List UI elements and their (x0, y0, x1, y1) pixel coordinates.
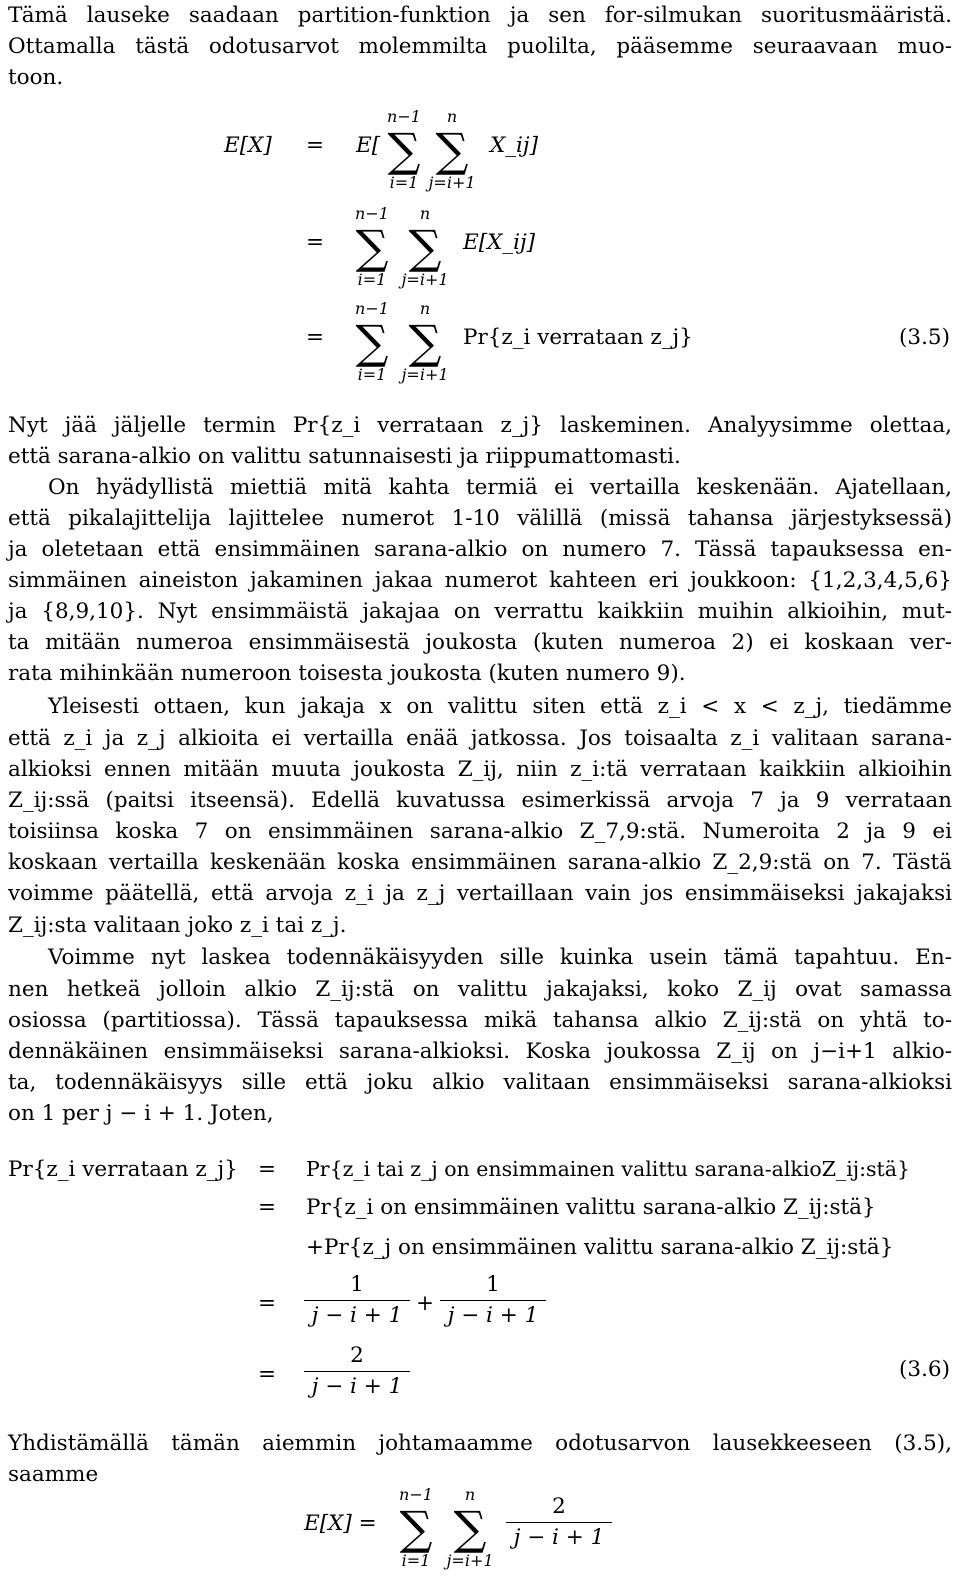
sum-inner-2: n ∑ j=i+1 (401, 204, 449, 289)
para2-line-3: ja oletetaan että ensimmäinen sarana-alkio on numero 7. Tässä tapauksessa en- (8, 537, 952, 562)
para2-line-1: On hyädyllistä miettiä mitä kahta termiä ei vertailla keskenään. Ajatellaan, (48, 475, 952, 500)
final-fraction: 2 j − i + 1 (506, 1492, 612, 1553)
eq35-number: (3.5) (899, 325, 950, 350)
para5-line-1: Yhdistämällä tämän aiemmin johtamaamme odotusarvon lausekkeeseen (3.5), (8, 1431, 952, 1456)
intro-line-1: Tämä lauseke saadaan partition-funktion ja sen for-silmukan suoritusmääristä. (8, 3, 952, 28)
para4-line-4: dennäkäinen ensimmäiseksi sarana-alkioksi. Koska joukossa Z_ij on j−i+1 alkio- (8, 1039, 952, 1064)
sum-outer-final: n−1 ∑ i=1 (399, 1485, 433, 1570)
eq36-number: (3.6) (899, 1357, 950, 1382)
para2-line-7: rata mihinkään numeroon toisesta joukosta (kuten numero 9). (8, 661, 686, 686)
para3-line-4: Z_ij:ssä (paitsi itseensä). Edellä kuvatussa esimerkissä arvoja 7 ja 9 verrataan (8, 788, 952, 813)
para4-line-6: on 1 per j − i + 1. Joten, (8, 1101, 274, 1126)
eq36-eq-3: = (258, 1291, 277, 1316)
para2-line-6: ta mitään numeroa ensimmäisestä joukosta (kuten numeroa 2) ei koskaan ver- (8, 630, 952, 655)
final-lhs: E[X] = (304, 1511, 377, 1536)
intro-line-2: Ottamalla tästä odotusarvot molemmilta puolilta, pääsemme seuraavaan muo- (8, 34, 952, 59)
para3-line-7: voimme päätellä, että arvoja z_i ja z_j vertaillaan vain jos ensimmäiseksi jakajaksi (8, 881, 952, 906)
para4-line-3: osiossa (partitiossa). Tässä tapauksessa mikä tahansa alkio Z_ij:stä on yhtä to- (8, 1008, 952, 1033)
eq35-term-2: E[X_ij] (463, 230, 536, 255)
eq36-fraction-2: 1 j − i + 1 (440, 1270, 546, 1331)
eq35-term-1: X_ij] (490, 133, 538, 158)
sum-inner-3: n ∑ j=i+1 (401, 299, 449, 384)
eq35-lhs: E[X] (224, 133, 272, 158)
eq35-term-3: Pr{z_i verrataan z_j} (463, 325, 693, 350)
sum-inner-final: n ∑ j=i+1 (446, 1485, 494, 1570)
para2-line-5: ja {8,9,10}. Nyt ensimmäistä jakajaa on verrattu kaikkiin muihin alkioihin, mut- (8, 599, 952, 624)
eq36-row-2: Pr{z_i on ensimmäinen valittu sarana-alkio Z_ij:stä} (306, 1195, 876, 1220)
eq35-open: E[ (356, 133, 381, 158)
sum-outer-3: n−1 ∑ i=1 (355, 299, 389, 384)
para5-line-2: saamme (8, 1462, 99, 1487)
eq36-eq-2: = (258, 1195, 277, 1220)
sum-inner-1: n ∑ j=i+1 (428, 107, 476, 192)
para4-line-2: nen hetkeä jolloin alkio Z_ij:stä on valittu jakajaksi, koko Z_ij ovat samassa (8, 977, 952, 1002)
para4-line-1: Voimme nyt laskea todennäkäisyyden sille kuinka usein tämä tapahtuu. En- (48, 945, 952, 970)
para3-line-1: Yleisesti ottaen, kun jakaja x on valittu siten että z_i < x < z_j, tiedämme (48, 694, 952, 719)
sum-outer-1: n−1 ∑ i=1 (387, 107, 421, 192)
para3-line-2: että z_i ja z_j alkioita ei vertailla enää jatkossa. Jos toisaalta z_i valitaan sarana- (8, 726, 952, 751)
eq35-eq-1: = (306, 133, 325, 158)
eq36-fraction-3: 2 j − i + 1 (304, 1341, 410, 1402)
eq36-eq-1: = (258, 1157, 277, 1182)
intro-line-3: toon. (8, 65, 64, 90)
para1-line-1: Nyt jää jäljelle termin Pr{z_i verrataan z_j} laskeminen. Analyysimme olettaa, (8, 413, 952, 438)
eq36-row-3: +Pr{z_j on ensimmäinen valittu sarana-alkio Z_ij:stä} (306, 1235, 894, 1260)
eq35-eq-2: = (306, 230, 325, 255)
para1-line-2: että sarana-alkio on valittu satunnaisesti ja riippumattomasti. (8, 444, 681, 469)
eq36-plus: + (416, 1291, 435, 1316)
para3-line-3: alkioksi ennen mitään muuta joukosta Z_ij, niin z_i:tä verrataan kaikkiin alkioihin (8, 757, 952, 782)
para3-line-8: Z_ij:sta valitaan joko z_i tai z_j. (8, 913, 347, 938)
eq35-eq-3: = (306, 325, 325, 350)
para4-line-5: ta, todennäkäisyys sille että joku alkio valitaan ensimmäiseksi sarana-alkioksi (8, 1070, 952, 1095)
para3-line-6: koskaan vertailla keskenään koska ensimmäinen sarana-alkio Z_2,9:stä on 7. Tästä (8, 850, 952, 875)
eq36-fraction-1: 1 j − i + 1 (304, 1270, 410, 1331)
eq36-lhs: Pr{z_i verrataan z_j} (8, 1157, 238, 1182)
eq36-eq-4: = (258, 1362, 277, 1387)
para2-line-2: että pikalajittelija lajittelee numerot 1-10 välillä (missä tahansa järjestyksessä) (8, 506, 952, 531)
sum-outer-2: n−1 ∑ i=1 (355, 204, 389, 289)
para2-line-4: simmäinen aineiston jakaminen jakaa numerot kahteen eri joukkoon: {1,2,3,4,5,6} (8, 568, 952, 593)
para3-line-5: toisiinsa koska 7 on ensimmäinen sarana-alkio Z_7,9:stä. Numeroita 2 ja 9 ei (8, 819, 952, 844)
eq36-row-1: Pr{z_i tai z_j on ensimmainen valittu sarana-alkioZ_ij:stä} (306, 1157, 911, 1181)
